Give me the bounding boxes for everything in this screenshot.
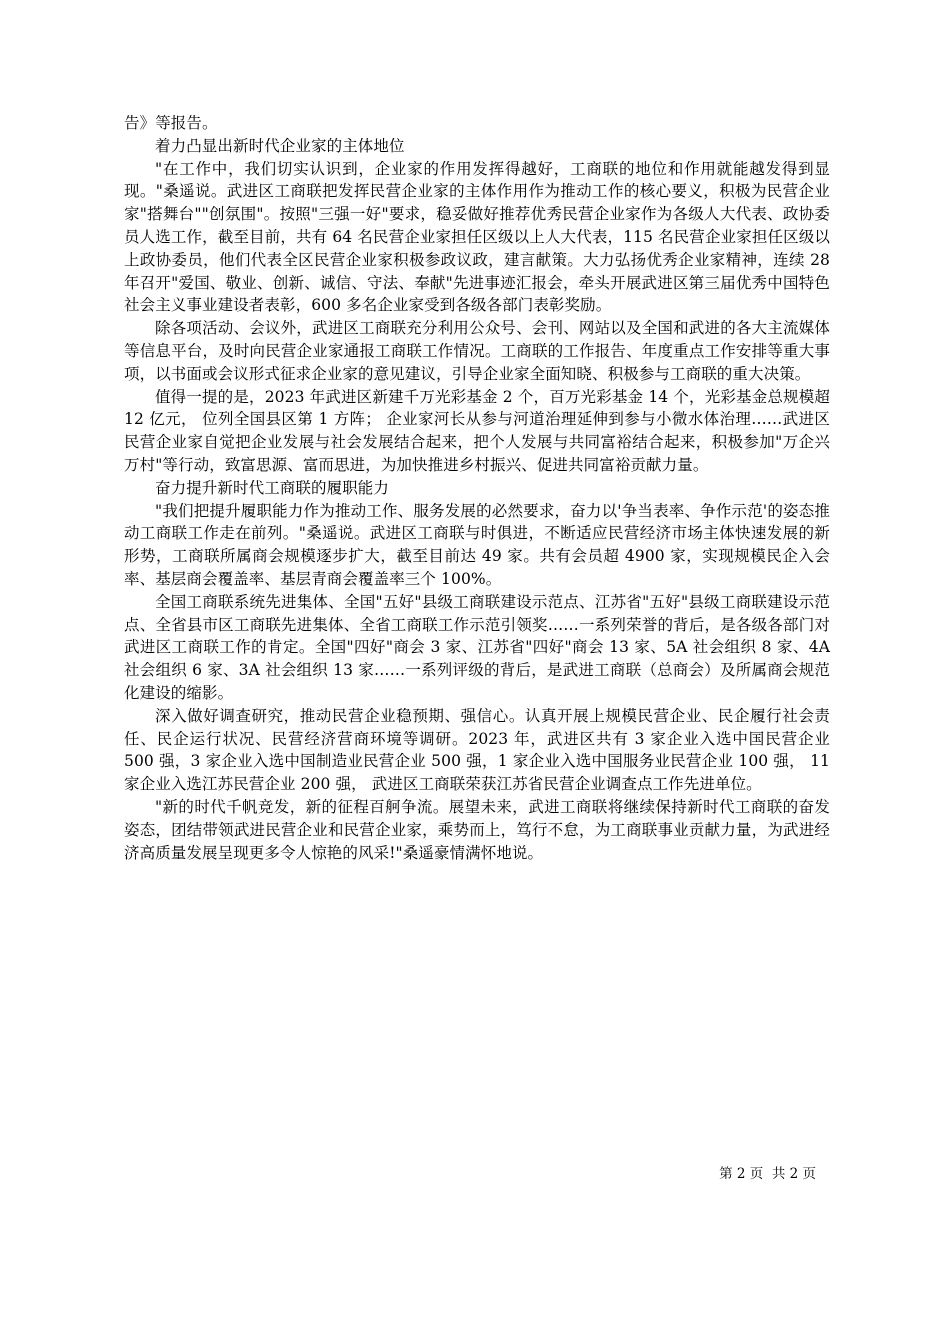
section-heading-entrepreneur-role: 着力凸显出新时代企业家的主体地位 xyxy=(155,136,405,155)
paragraph-continuation: 告》等报告。 xyxy=(124,114,218,132)
paragraph: "我们把提升履职能力作为推动工作、服务发展的必然要求，奋力以'争当表率、争作示范'的姿态推动工商联工作走在前列。"桑遥说。武进区工商联与时俱进，不断适应民营经济市场主体快速发展的新形势，工商联所属商会规模逐步扩大，截至目前达 49 家。共有会员超 4900 家，实现规模民企入会率、基层商会覆盖率、基层青商会覆盖率三个 100%。 xyxy=(124,501,830,588)
paragraph: "新的时代千帆竞发，新的征程百舸争流。展望未来，武进工商联将继续保持新时代工商联的奋发姿态，团结带领武进民营企业和民营企业家，乘势而上，笃行不怠，为工商联事业贡献力量，为武进经济高质量发展呈现更多令人惊艳的风采!"桑遥豪情满怀地说。 xyxy=(124,797,830,862)
paragraph: 除各项活动、会议外，武进区工商联充分利用公众号、会刊、网站以及全国和武进的各大主流媒体等信息平台，及时向民营企业家通报工商联工作情况。工商联的工作报告、年度重点工作安排等重大事项，以书面或会议形式征求企业家的意见建议，引导企业家全面知晓、积极参与工商联的重大决策。 xyxy=(124,319,830,383)
paragraph: 深入做好调查研究，推动民营企业稳预期、强信心。认真开展上规模民营企业、民企履行社会责任、民企运行状况、民营经济营商环境等调研。2023 年，武进区共有 3 家企业入选中国民营企业 500 强，3 家企业入选中国制造业民营企业 500 强，1 家企业入选中国服务业民营企业 100 强， 11 家企业入选江苏民营企业 200 强， 武进区工商联荣获江苏省民营企业调查点工作先进单位。 xyxy=(124,706,830,794)
article-body xyxy=(124,112,830,864)
paragraph: "在工作中，我们切实认识到，企业家的作用发挥得越好，工商联的地位和作用就能越发得到显现。"桑遥说。武进区工商联把发挥民营企业家的主体作用作为推动工作的核心要义，积极为民营企业家"搭舞台""创氛围"。按照"三强一好"要求，稳妥做好推荐优秀民营企业家作为各级人大代表、政协委员人选工作，截至目前，共有 64 名民营企业家担任区级以上人大代表，115 名民营企业家担任区级以上政协委员，他们代表全区民营企业家积极参政议政，建言献策。大力弘扬优秀企业家精神，连续 28 年召开"爱国、敬业、创新、诚信、守法、奉献"先进事迹汇报会，牵头开展武进区第三届优秀中国特色社会主义事业建设者表彰，600 多名企业家受到各级各部门表彰奖励。 xyxy=(124,159,830,315)
paragraph: 全国工商联系统先进集体、全国"五好"县级工商联建设示范点、江苏省"五好"县级工商联建设示范点、全省县市区工商联先进集体、全省工商联工作示范引领奖……一系列荣誉的背后，是各级各部门对武进区工商联工作的肯定。全国"四好"商会 3 家、江苏省"四好"商会 13 家、5A 社会组织 8 家、4A 社会组织 6 家、3A 社会组织 13 家……一系列评级的背后，是武进工商联（总商会）及所属商会规范化建设的缩影。 xyxy=(124,592,830,702)
section-heading-capacity: 奋力提升新时代工商联的履职能力 xyxy=(155,478,390,497)
page-number-footer: 第 2 页 共 2 页 xyxy=(719,1166,816,1182)
paragraph: 值得一提的是，2023 年武进区新建千万光彩基金 2 个，百万光彩基金 14 个，光彩基金总规模超 12 亿元， 位列全国县区第 1 方阵； 企业家河长从参与河道治理延伸到参与小微水体治理……武进区民营企业家自觉把企业发展与社会发展结合起来，把个人发展与共同富裕结合起来，积极参加"万企兴万村"等行动，致富思源、富而思进，为加快推进乡村振兴、促进共同富裕贡献力量。 xyxy=(124,387,830,474)
